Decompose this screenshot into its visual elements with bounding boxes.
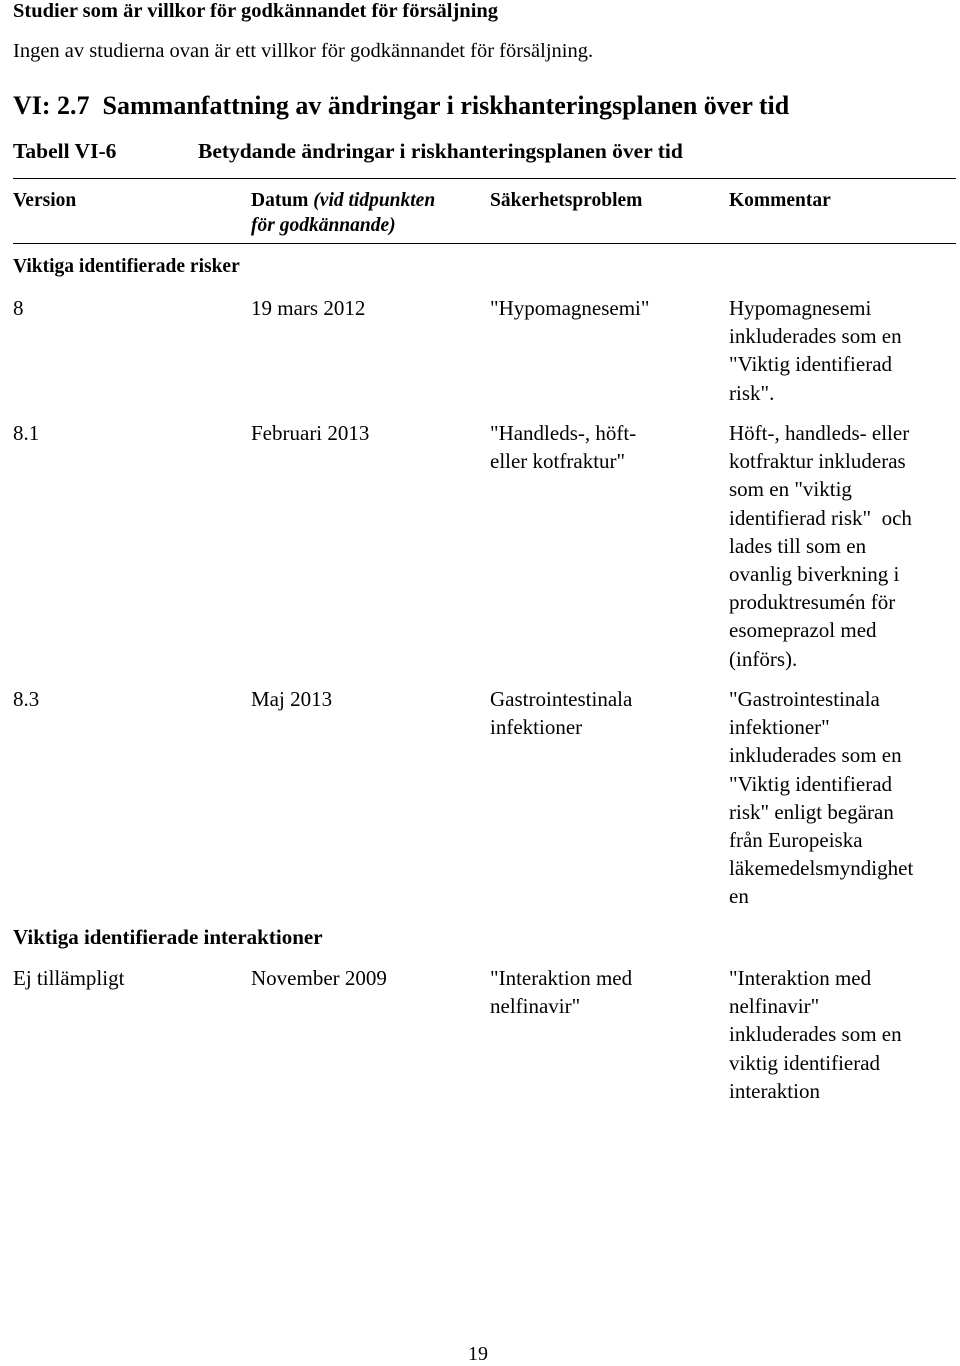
row4-version: Ej tillämpligt [13, 966, 125, 990]
row3-date: Maj 2013 [251, 687, 333, 711]
row3-comment-line: läkemedelsmyndighet [729, 856, 914, 881]
row3-problem-line: Gastrointestinala [490, 687, 633, 711]
row3-problem-line: infektioner [490, 715, 583, 740]
row1-version: 8 [13, 296, 24, 320]
row4-problem-line: "Interaktion med [490, 966, 633, 990]
row2-date: Februari 2013 [251, 421, 370, 445]
header-version: Version [13, 190, 77, 211]
row3-comment-line: "Viktig identifierad [729, 771, 893, 796]
row3-comment-line: från Europeiska [729, 828, 863, 853]
row1-comment [729, 294, 902, 407]
row2-problem [490, 419, 636, 475]
header-date [251, 188, 435, 238]
group-label-risks: Viktiga identifierade risker [13, 256, 240, 277]
row3-problem [490, 685, 632, 741]
row4-date: November 2009 [251, 966, 387, 990]
row3-comment [729, 685, 913, 911]
page-number: 19 [468, 1343, 488, 1365]
row1-comment-line: Hypomagnesemi [729, 296, 872, 320]
header-safety-problem: Säkerhetsproblem [490, 190, 643, 211]
row1-comment-line: "Viktig identifierad [729, 352, 893, 377]
row1-comment-line: inkluderades som en [729, 324, 902, 349]
row2-problem-line: eller kotfraktur" [490, 449, 626, 474]
section-heading: Studier som är villkor för godkännandet för försäljning [13, 0, 499, 22]
header-comment: Kommentar [729, 190, 831, 211]
section-text: Ingen av studierna ovan är ett villkor för godkännandet för försäljning. [13, 40, 594, 62]
row4-comment-line: viktig identifierad [729, 1050, 881, 1075]
table-label: Tabell VI-6 [13, 139, 117, 163]
row2-version: 8.1 [13, 421, 40, 445]
row3-comment-line: inkluderades som en [729, 743, 902, 768]
row3-comment-line: infektioner" [729, 715, 830, 740]
row4-comment-line: inkluderades som en [729, 1022, 902, 1047]
row3-comment-line: en [729, 884, 749, 909]
row2-comment-line: ovanlig biverkning i [729, 562, 900, 587]
row1-problem [490, 294, 649, 322]
row2-comment [729, 419, 912, 673]
row2-comment-line: lades till som en [729, 533, 867, 558]
row2-comment-line: (införs). [729, 646, 798, 671]
row1-comment-line: risk". [729, 380, 775, 405]
header-date-italic-2: för godkännande) [251, 215, 396, 236]
row4-problem-line: nelfinavir" [490, 994, 581, 1019]
row4-comment [729, 964, 902, 1105]
row3-comment-line: risk" enligt begäran [729, 799, 894, 824]
row4-problem [490, 964, 632, 1020]
row2-comment-line: produktresumén för [729, 590, 896, 615]
table-title: Betydande ändringar i riskhanteringsplanen över tid [198, 139, 683, 163]
header-date-bold: Datum [251, 190, 309, 211]
row4-comment-line: interaktion [729, 1078, 820, 1103]
row1-problem-line: "Hypomagnesemi" [490, 296, 650, 320]
group-label-interactions: Viktiga identifierade interaktioner [13, 925, 323, 949]
vi-section-heading: VI: 2.7 Sammanfattning av ändringar i riskhanteringsplanen över tid [13, 91, 790, 120]
row2-comment-line: identifierad risk" och [729, 505, 912, 530]
row4-comment-line: nelfinavir" [729, 994, 820, 1019]
header-date-italic-1: (vid tidpunkten [308, 190, 436, 211]
row2-comment-line: esomeprazol med [729, 618, 877, 643]
row2-comment-line: Höft-, handleds- eller [729, 421, 910, 445]
row2-problem-line: "Handleds-, höft- [490, 421, 637, 445]
table-header-rule [13, 243, 956, 244]
row2-comment-line: kotfraktur inkluderas [729, 449, 906, 474]
row3-version: 8.3 [13, 687, 40, 711]
table-top-rule [13, 178, 956, 179]
row2-comment-line: som en "viktig [729, 477, 852, 502]
row3-comment-line: "Gastrointestinala [729, 687, 880, 711]
row4-comment-line: "Interaktion med [729, 966, 872, 990]
row1-date: 19 mars 2012 [251, 296, 366, 320]
